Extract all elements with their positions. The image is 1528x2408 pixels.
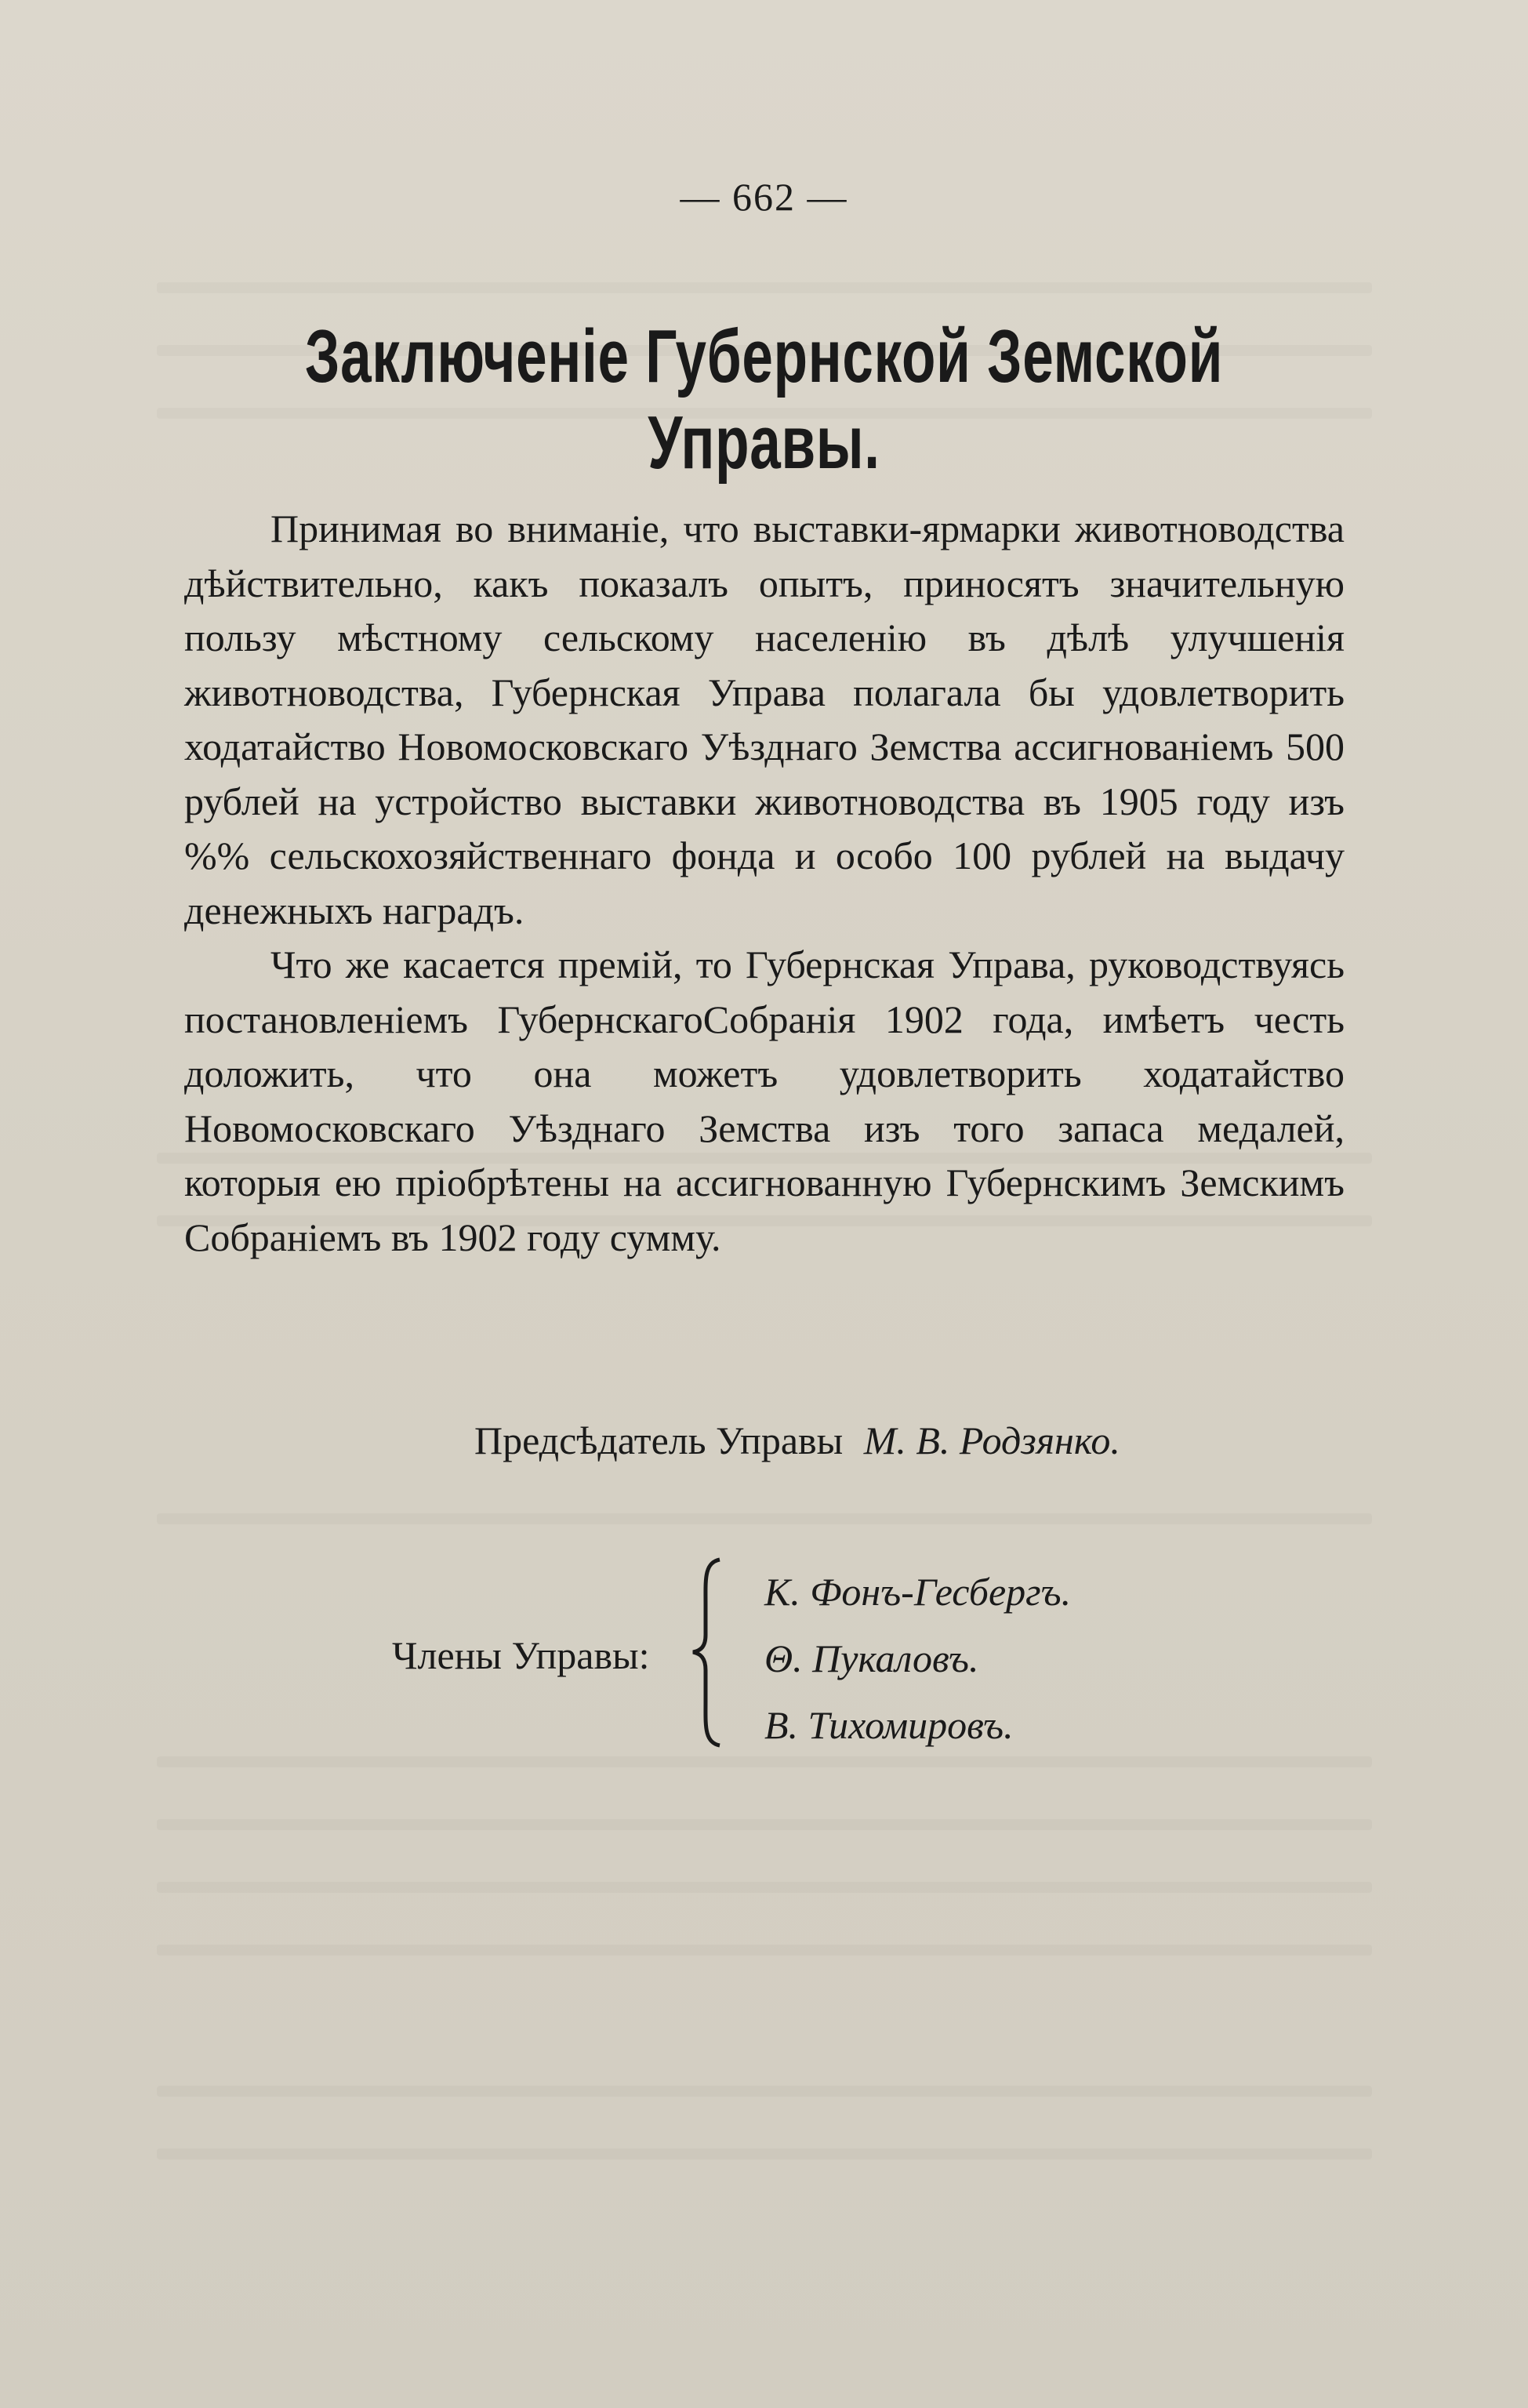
member-name: Θ. Пукаловъ.	[764, 1636, 979, 1680]
page-title: Заключеніе Губернской Земской Управы.	[304, 314, 1224, 485]
chairman-signature	[0, 1418, 1528, 1463]
members-list	[764, 1559, 1071, 1759]
chairman-label: Предсѣдатель Управы	[474, 1418, 844, 1462]
chairman-name: М. В. Родзянко.	[863, 1418, 1120, 1462]
body-text	[184, 502, 1345, 1265]
curly-brace-icon	[688, 1556, 735, 1749]
members-label: Члены Управы:	[392, 1633, 650, 1677]
page-number: — 662 —	[680, 175, 848, 219]
member-name: К. Фонъ-Гесбергъ.	[764, 1570, 1072, 1614]
paragraph: Принимая во вниманіе, что выставки-ярмарки животноводства дѣйствительно, какъ показалъ опытъ, приносятъ значительную пользу мѣстному сельскому населенію въ дѣлѣ улучшенія животноводства, Губернская Управа полагала бы удовлетворить ходатайство Новомосковскаго Уѣзднаго Земства ассигнованіемъ 500 рублей на устройство выставки животноводства въ 1905 году изъ %% сельскохозяйственнаго фонда и особо 100 рублей на выдачу денежныхъ наградъ.	[184, 507, 1345, 932]
member-name: В. Тихомировъ.	[764, 1703, 1014, 1747]
paragraph: Что же касается премій, то Губернская Управа, руководствуясь постановленіемъ ГубернскагоСобранія 1902 года, имѣетъ честь доложить, что она можетъ удовлетворить ходатайство Новомосковскаго Уѣзднаго Земства изъ того запаса медалей, которыя ею пріобрѣтены на ассигнованную Губернскимъ Земскимъ Собраніемъ въ 1902 году сумму.	[184, 942, 1345, 1259]
